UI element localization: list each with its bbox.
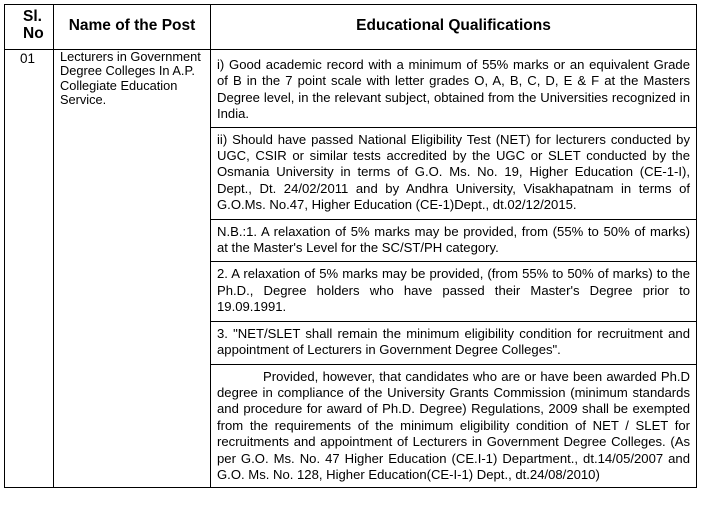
qualifications-cell (211, 50, 697, 488)
qualification-paragraph: ii) Should have passed National Eligibility Test (NET) for lecturers conducted by UGC, CSIR or similar tests accredited by the UGC or SLET conducted by the Osmania University in terms of G.O. Ms. No. 19, Higher Education (CE-1-I), Dept., Dt. 24/02/2011 and by Andhra University, Visakhapatnam in terms of G.O.Ms. No.47, Higher Education (CE-1)Dept., dt.02/12/2015. (211, 127, 696, 219)
qualification-paragraph: i) Good academic record with a minimum of 55% marks or an equivalent Grade of B in the 7 point scale with letter grades O, A, B, C, D, E & F at the Masters Degree level, in the relevant subject, obtained from the Universities recognized in India. (217, 57, 690, 122)
post-name-header: Name of the Post (54, 5, 211, 50)
qualification-paragraph: 3. "NET/SLET shall remain the minimum eligibility condition for recruitment and appointment of Lecturers in Government Degree Colleges". (211, 321, 696, 364)
post-name-cell: Lecturers in Government Degree Colleges In A.P. Collegiate Education Service. (54, 50, 211, 488)
qualification-paragraph: N.B.:1. A relaxation of 5% marks may be provided, from (55% to 50% of marks) at the Master's Level for the SC/ST/PH category. (211, 219, 696, 262)
sl-no-header: Sl. No (5, 5, 54, 50)
sl-no-cell: 01 (5, 50, 54, 488)
qualifications-header: Educational Qualifications (211, 5, 697, 50)
table-row (5, 50, 697, 488)
qualification-paragraph: 2. A relaxation of 5% marks may be provided, (from 55% to 50% of marks) to the Ph.D., Degree holders who have passed their Master's Degree prior to 19.09.1991. (211, 261, 696, 320)
qualifications-table (4, 4, 697, 488)
qualification-paragraph: Provided, however, that candidates who are or have been awarded Ph.D degree in compliance of the University Grants Commission (minimum standards and procedure for award of Ph.D. Degree) Regulations, 2009 shall be exempted from the requirements of the minimum eligibility condition of NET / SLET for recruitments and appointment of Lecturers in Government Degree Colleges. (As per G.O. Ms. No. 47 Higher Education (CE.I-1) Department., dt.14/05/2007 and G.O. Ms. No. 128, Higher Education(CE-I-1) Dept., dt.24/08/2010) (211, 364, 696, 488)
header-row (5, 5, 697, 50)
